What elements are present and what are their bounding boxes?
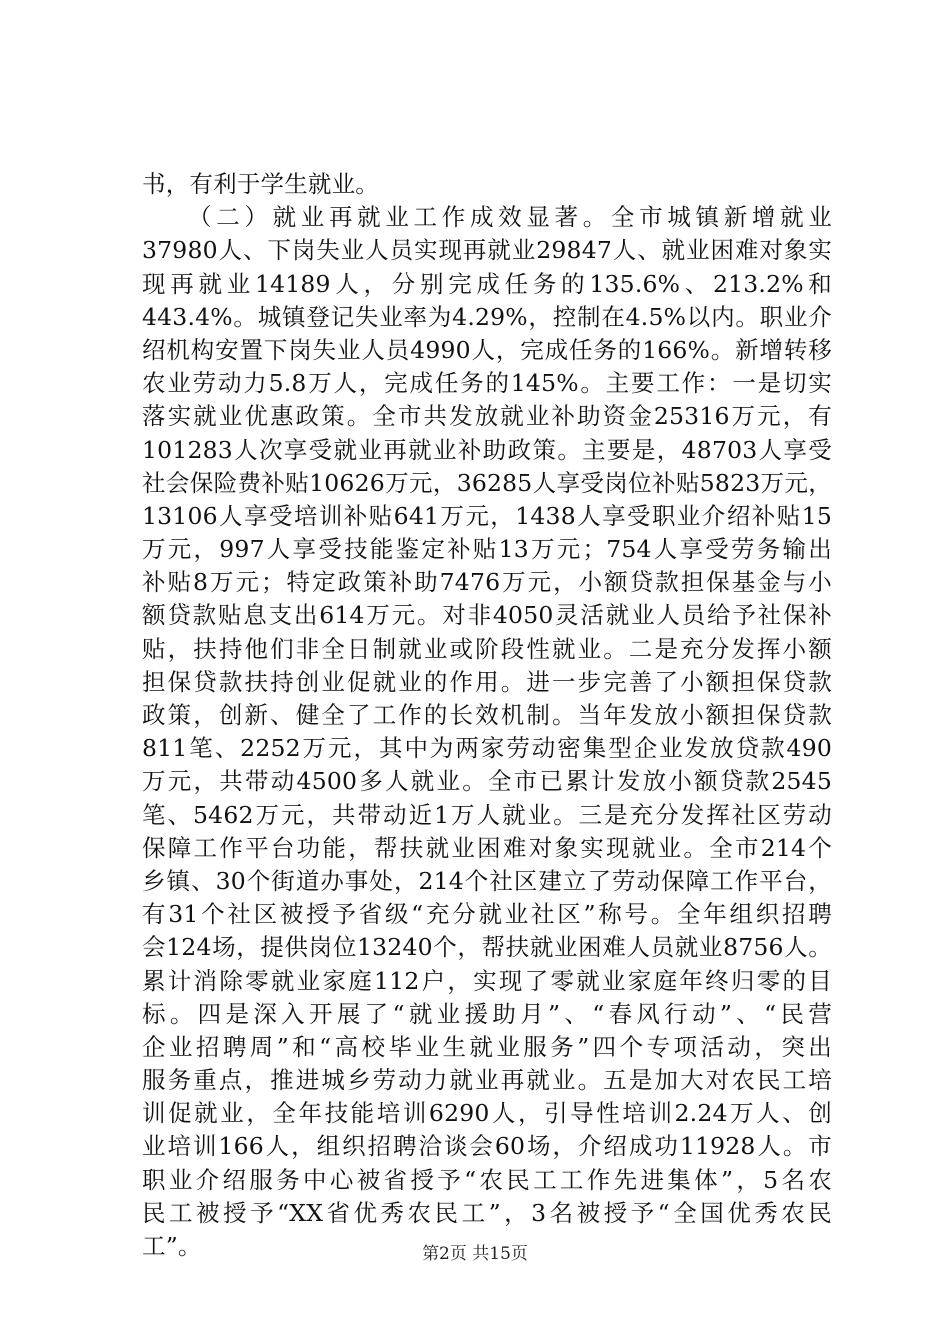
text-line: 101283人次享受就业再就业补助政策。主要是，48703人享受	[142, 435, 832, 464]
text-line: 企业招聘周”和“高校毕业生就业服务”四个专项活动，突出	[142, 1032, 832, 1061]
text-line: 37980人、下岗失业人员实现再就业29847人、就业困难对象实	[142, 236, 832, 265]
text-line: 社会保险费补贴10626万元，36285人享受岗位补贴5823万元，	[142, 468, 832, 497]
text-line: 服务重点，推进城乡劳动力就业再就业。五是加大对农民工培	[142, 1066, 832, 1095]
text-line: 训促就业，全年技能培训6290人，引导性培训2.24万人、创	[142, 1099, 832, 1128]
text-line: 书，有利于学生就业。	[142, 170, 379, 198]
text-line: 443.4%。城镇登记失业率为4.29%，控制在4.5%以内。职业介	[142, 302, 832, 331]
text-line: 补贴8万元；特定政策补助7476万元，小额贷款担保基金与小	[142, 568, 832, 597]
text-line: 额贷款贴息支出614万元。对非4050灵活就业人员给予社保补	[142, 601, 832, 630]
text-line: 担保贷款扶持创业促就业的作用。进一步完善了小额担保贷款	[142, 667, 832, 696]
text-line: 13106人享受培训补贴641万元，1438人享受职业介绍补贴15	[142, 501, 832, 530]
text-line: 811笔、2252万元，其中为两家劳动密集型企业发放贷款490	[142, 734, 832, 763]
text-line: 笔、5462万元，共带动近1万人就业。三是充分发挥社区劳动	[142, 800, 832, 829]
text-line: 贴，扶持他们非全日制就业或阶段性就业。二是充分发挥小额	[142, 634, 832, 663]
text-line: 民工被授予“XX省优秀农民工”，3名被授予“全国优秀农民	[142, 1198, 832, 1227]
text-line: （二）就业再就业工作成效显著。全市城镇新增就业	[188, 203, 832, 232]
text-line: 保障工作平台功能，帮扶就业困难对象实现就业。全市214个	[142, 833, 832, 862]
page-footer: 第2页 共15页	[422, 1244, 528, 1264]
text-line: 绍机构安置下岗失业人员4990人，完成任务的166%。新增转移	[142, 335, 832, 364]
text-line: 落实就业优惠政策。全市共发放就业补助资金25316万元，有	[142, 402, 832, 431]
text-line: 乡镇、30个街道办事处，214个社区建立了劳动保障工作平台，	[142, 866, 832, 895]
text-line: 有31个社区被授予省级“充分就业社区”称号。全年组织招聘	[142, 900, 832, 929]
text-line: 标。四是深入开展了“就业援助月”、“春风行动”、“民营	[142, 999, 832, 1028]
text-line: 累计消除零就业家庭112户，实现了零就业家庭年终归零的目	[142, 966, 832, 995]
text-line: 万元，共带动4500多人就业。全市已累计发放小额贷款2545	[142, 767, 832, 796]
text-line: 现再就业14189人，分别完成任务的135.6%、213.2%和	[142, 269, 832, 298]
body-paragraph	[142, 168, 832, 1263]
text-line: 农业劳动力5.8万人，完成任务的145%。主要工作：一是切实	[142, 369, 832, 398]
text-line: 业培训166人，组织招聘洽谈会60场，介绍成功11928人。市	[142, 1132, 832, 1161]
text-line: 工”。	[142, 1232, 202, 1260]
text-line: 会124场，提供岗位13240个，帮扶就业困难人员就业8756人。	[142, 933, 832, 962]
text-line: 万元，997人享受技能鉴定补贴13万元；754人享受劳务输出	[142, 535, 832, 564]
text-line: 职业介绍服务中心被省授予“农民工工作先进集体”，5名农	[142, 1165, 832, 1194]
text-line: 政策，创新、健全了工作的长效机制。当年发放小额担保贷款	[142, 701, 832, 729]
